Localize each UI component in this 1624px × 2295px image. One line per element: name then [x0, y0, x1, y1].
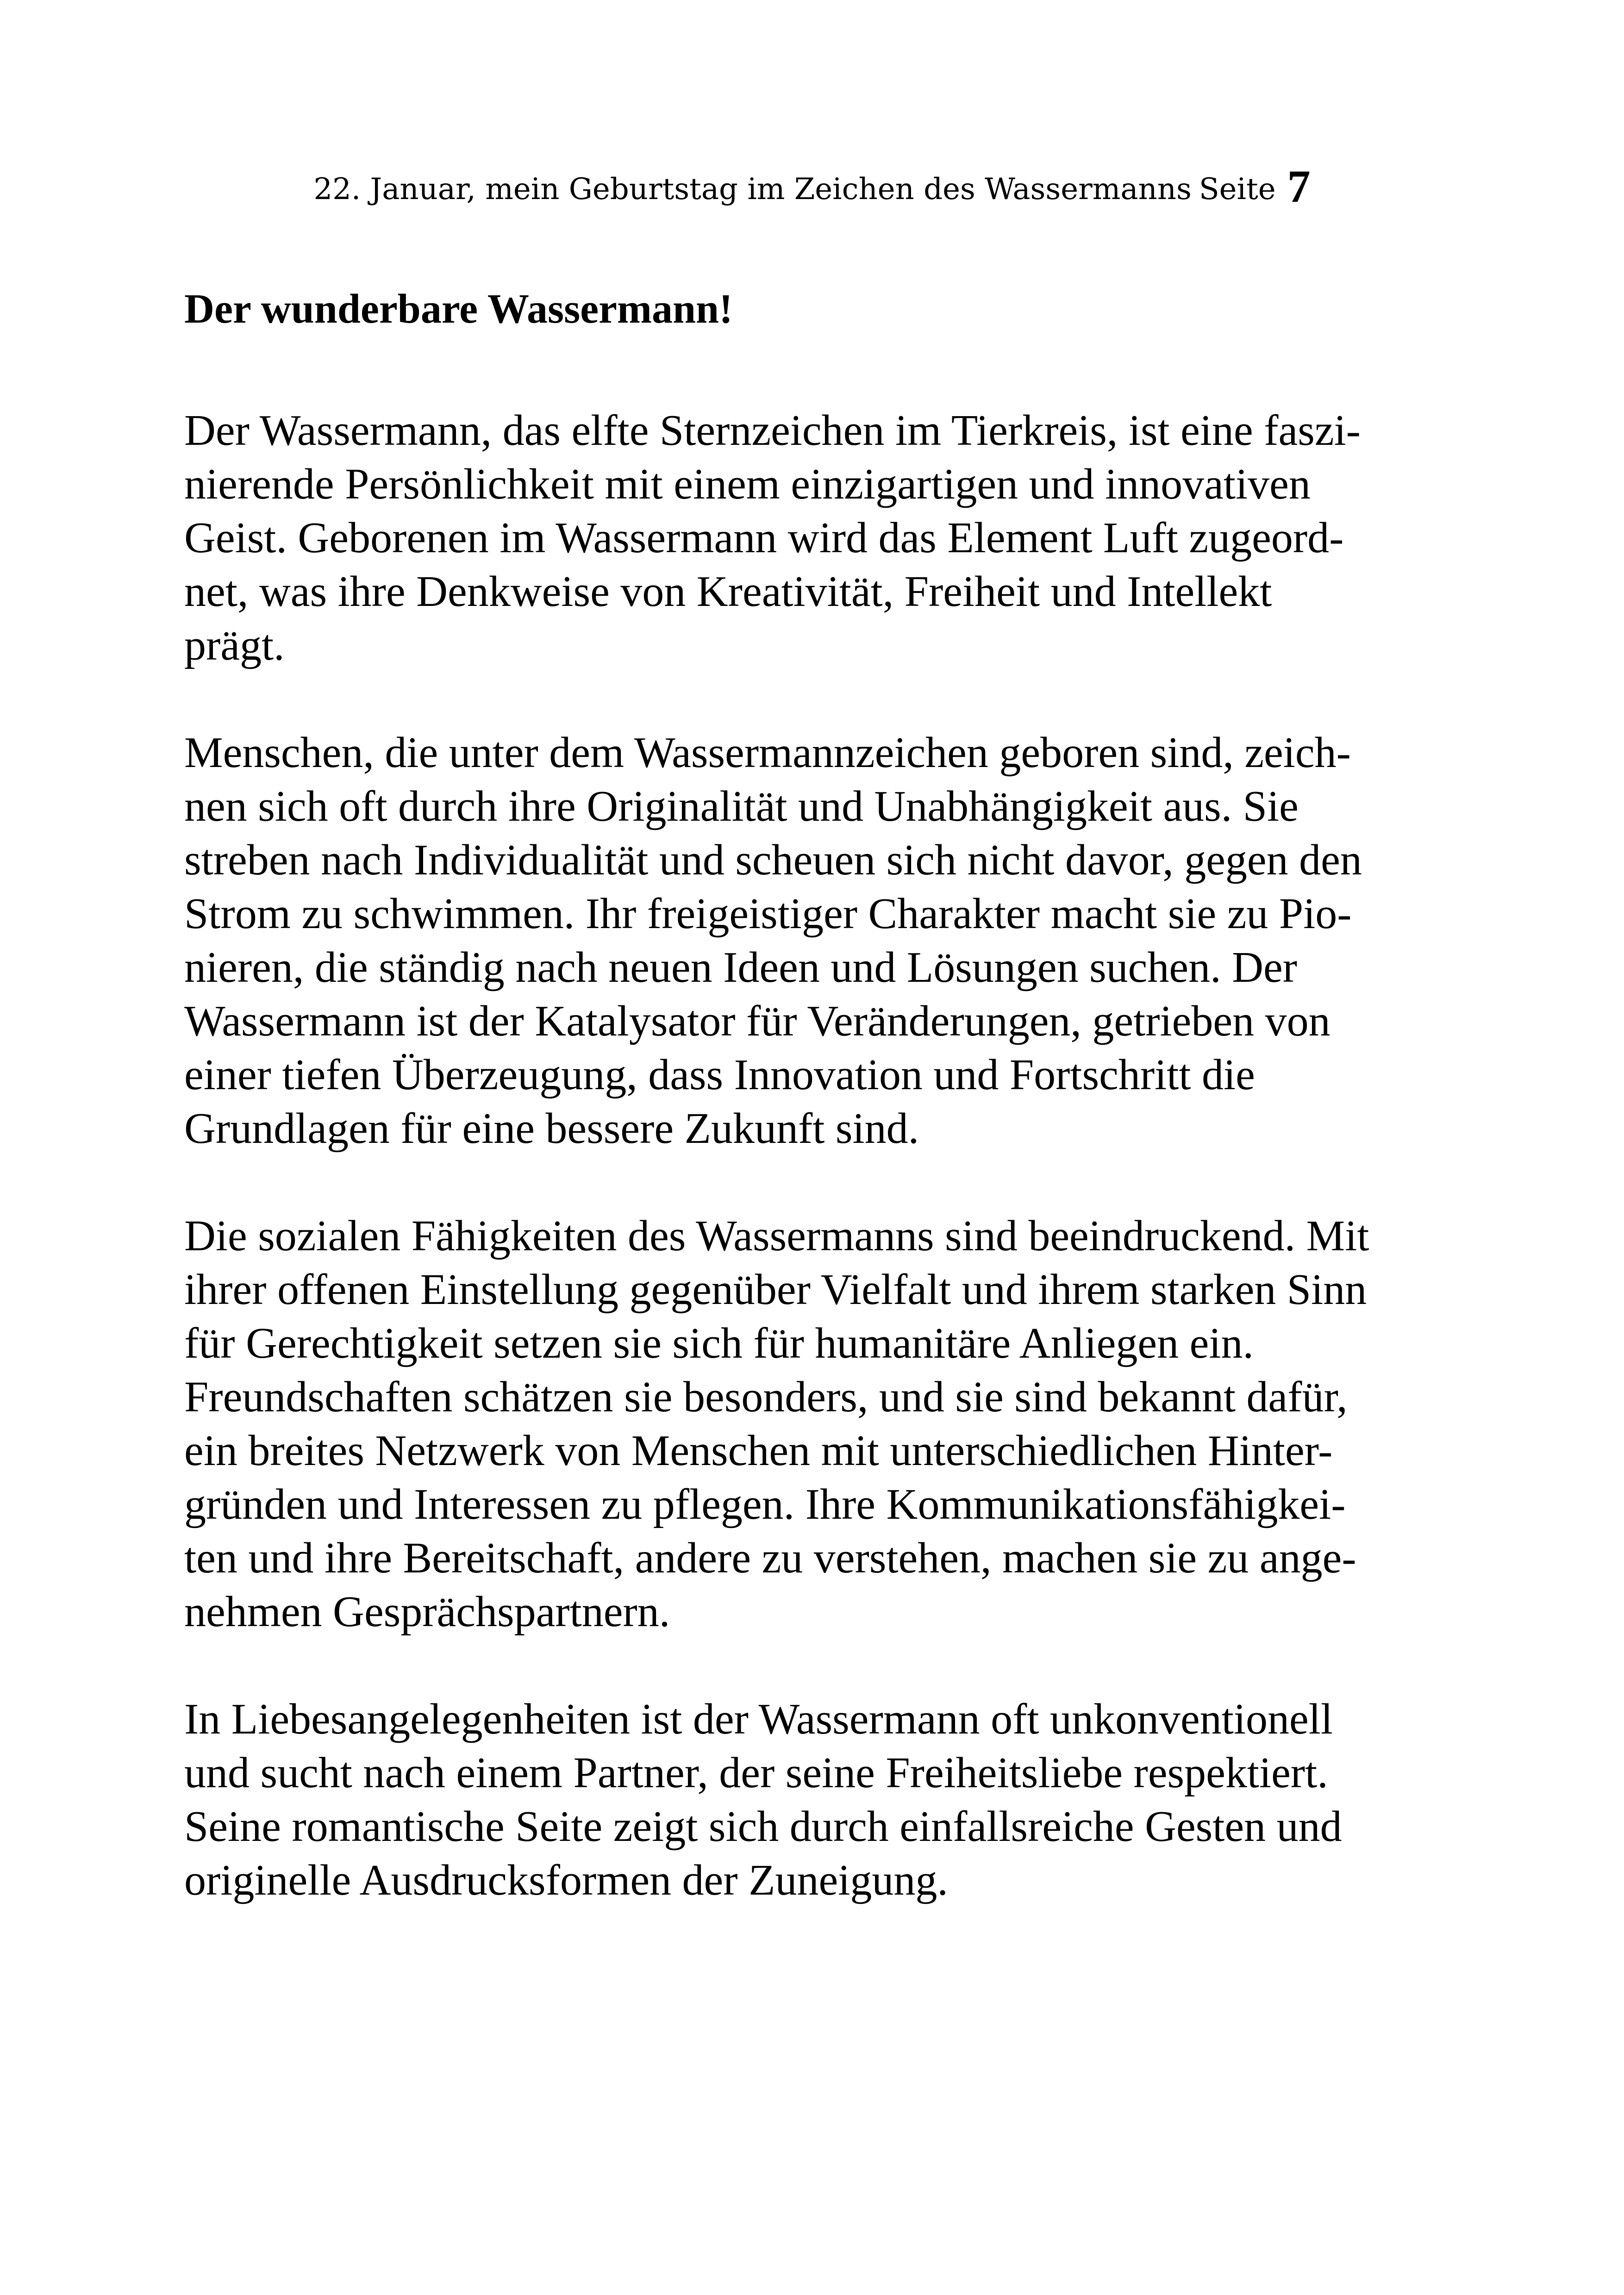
text-line: Seine romantische Seite zeigt sich durch einfallsreiche Gesten und	[184, 1802, 1342, 1851]
text-line: einer tiefen Überzeugung, dass Innovation und Fortschritt die	[184, 1051, 1255, 1099]
text-line: Freundschaften schätzen sie besonders, und sie sind bekannt dafür,	[184, 1373, 1348, 1421]
text-line: Menschen, die unter dem Wassermannzeichen geboren sind, zeich-	[184, 729, 1351, 777]
text-line: für Gerechtigkeit setzen sie sich für humanitäre Anliegen ein.	[184, 1319, 1254, 1367]
text-line: streben nach Individualität und scheuen sich nicht davor, gegen den	[184, 836, 1362, 884]
paragraph	[184, 726, 1462, 1155]
paragraph	[184, 1692, 1462, 1907]
text-line: In Liebesangelegenheiten ist der Wassermann oft unkonventionell	[184, 1695, 1333, 1743]
text-line: gründen und Interessen zu pflegen. Ihre Kommunikationsfähigkei-	[184, 1480, 1346, 1528]
text-line: originelle Ausdrucksformen der Zuneigung.	[184, 1856, 948, 1904]
text-line: nen sich oft durch ihre Originalität und Unabhängigkeit aus. Sie	[184, 782, 1299, 830]
running-title: 22. Januar, mein Geburtstag im Zeichen des Wassermanns	[313, 172, 1192, 206]
page-label: Seite	[1199, 172, 1276, 206]
article-heading: Der wunderbare Wassermann!	[184, 286, 733, 332]
paragraph	[184, 404, 1462, 672]
text-line: ein breites Netzwerk von Menschen mit unterschiedlichen Hinter-	[184, 1427, 1333, 1475]
text-line: ten und ihre Bereitschaft, andere zu verstehen, machen sie zu ange-	[184, 1534, 1356, 1582]
text-line: nierende Persönlichkeit mit einem einzigartigen und innovativen	[184, 460, 1311, 508]
paragraph	[184, 1209, 1462, 1639]
text-line: Grundlagen für eine bessere Zukunft sind.	[184, 1104, 919, 1153]
text-line: Wassermann ist der Katalysator für Veränderungen, getrieben von	[184, 997, 1330, 1045]
text-line: Die sozialen Fähigkeiten des Wassermanns sind beeindruckend. Mit	[184, 1212, 1369, 1260]
text-line: Geist. Geborenen im Wassermann wird das Element Luft zugeord-	[184, 514, 1344, 562]
text-line: prägt.	[184, 621, 285, 669]
text-line: net, was ihre Denkweise von Kreativität, Freiheit und Intellekt	[184, 568, 1272, 616]
page-number: 7	[1287, 161, 1311, 212]
text-line: und sucht nach einem Partner, der seine Freiheitsliebe respektiert.	[184, 1749, 1328, 1797]
text-line: nehmen Gesprächspartnern.	[184, 1588, 670, 1636]
text-line: Der Wassermann, das elfte Sternzeichen im Tierkreis, ist eine faszi-	[184, 406, 1361, 455]
text-line: ihrer offenen Einstellung gegenüber Vielfalt und ihrem starken Sinn	[184, 1266, 1367, 1314]
page-header	[0, 163, 1624, 212]
text-line: nieren, die ständig nach neuen Ideen und Lösungen suchen. Der	[184, 943, 1298, 992]
text-line: Strom zu schwimmen. Ihr freigeistiger Charakter macht sie zu Pio-	[184, 890, 1352, 938]
